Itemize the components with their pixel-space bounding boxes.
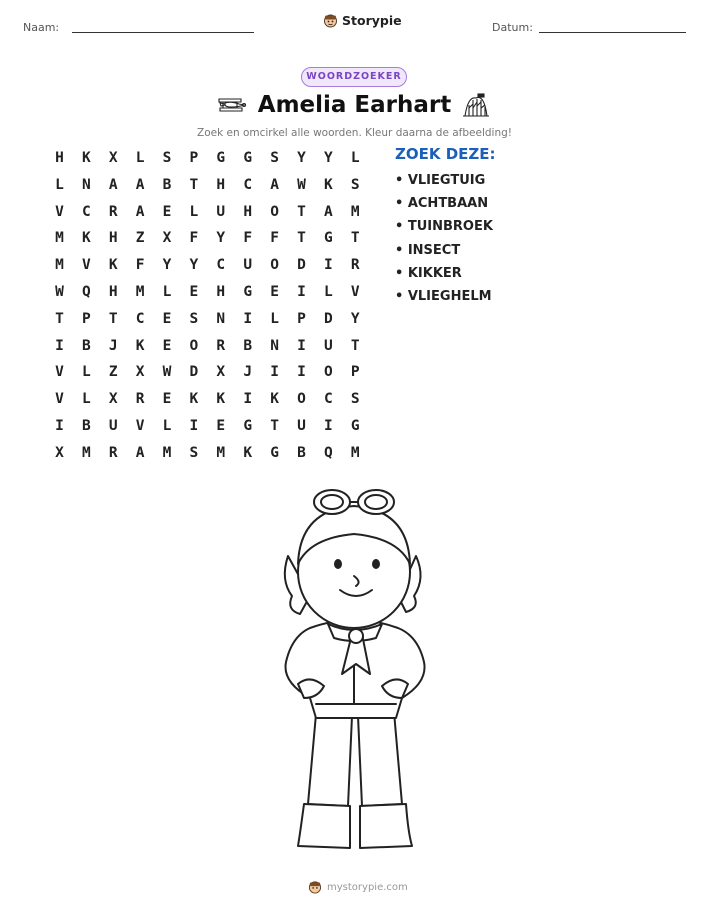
grid-letter[interactable]: H (108, 230, 118, 247)
grid-row (46, 145, 369, 172)
grid-letter[interactable]: Y (216, 230, 226, 247)
word-list-item: • VLIEGTUIG (395, 173, 486, 188)
grid-letter[interactable]: K (108, 257, 118, 274)
grid-letter[interactable]: M (350, 203, 360, 220)
grid-letter[interactable]: E (162, 203, 172, 220)
grid-letter[interactable]: C (243, 176, 253, 193)
grid-letter[interactable]: H (216, 176, 226, 193)
grid-letter[interactable]: I (297, 283, 306, 300)
grid-letter[interactable]: G (270, 444, 279, 461)
grid-letter[interactable]: E (162, 310, 172, 327)
grid-letter[interactable]: F (189, 230, 199, 247)
grid-letter[interactable]: L (162, 417, 172, 434)
grid-letter[interactable]: M (350, 444, 360, 461)
grid-letter[interactable]: X (135, 364, 145, 381)
word-list-item: • ACHTBAAN (395, 196, 489, 212)
grid-letter[interactable]: T (297, 230, 306, 247)
grid-letter[interactable]: S (270, 150, 279, 166)
grid-letter[interactable]: H (55, 150, 64, 166)
grid-letter[interactable]: U (243, 257, 253, 274)
grid-letter[interactable]: A (108, 176, 118, 193)
grid-letter[interactable]: C (81, 203, 91, 220)
grid-letter[interactable]: L (162, 283, 172, 300)
grid-row (46, 359, 369, 386)
grid-letter[interactable]: I (297, 337, 306, 354)
grid-letter[interactable]: D (323, 310, 333, 327)
grid-letter[interactable]: L (350, 150, 360, 166)
grid-letter[interactable]: B (81, 417, 91, 434)
grid-letter[interactable]: O (297, 391, 306, 408)
word-list-item: • INSECT (395, 242, 461, 258)
grid-row (46, 440, 369, 467)
grid-letter[interactable]: F (270, 230, 279, 247)
grid-letter[interactable]: Y (297, 150, 306, 166)
grid-letter[interactable]: E (162, 391, 172, 408)
grid-letter[interactable]: P (350, 364, 360, 381)
grid-letter[interactable]: Q (323, 444, 333, 461)
word-list-title: ZOEK DEZE: (395, 145, 496, 163)
grid-letter[interactable]: T (297, 203, 306, 220)
grid-letter[interactable]: K (323, 176, 333, 193)
grid-letter[interactable]: E (189, 283, 199, 300)
grid-letter[interactable]: H (216, 283, 226, 300)
footer-url[interactable]: mystorypie.com (327, 881, 408, 893)
grid-letter[interactable]: M (162, 444, 172, 461)
grid-letter[interactable]: O (323, 364, 333, 381)
grid-letter[interactable]: G (323, 230, 333, 247)
grid-letter[interactable]: B (243, 337, 253, 354)
grid-letter[interactable]: O (270, 203, 279, 220)
grid-letter[interactable]: V (55, 391, 64, 408)
grid-letter[interactable]: M (216, 444, 226, 461)
grid-letter[interactable]: V (55, 203, 64, 220)
grid-letter[interactable]: R (108, 203, 118, 220)
storypie-logo-icon (323, 13, 338, 28)
grid-letter[interactable]: A (135, 203, 145, 220)
grid-letter[interactable]: R (216, 337, 226, 354)
grid-letter[interactable]: R (350, 257, 360, 274)
grid-letter[interactable]: T (350, 337, 360, 354)
grid-row (46, 199, 369, 226)
grid-letter[interactable]: Y (350, 310, 360, 327)
grid-letter[interactable]: D (189, 364, 199, 381)
grid-row (46, 386, 369, 413)
grid-letter[interactable]: X (108, 391, 118, 408)
grid-letter[interactable]: V (135, 417, 145, 434)
name-line[interactable] (72, 32, 254, 33)
grid-letter[interactable]: B (162, 176, 172, 193)
grid-letter[interactable]: V (81, 257, 91, 274)
grid-letter[interactable]: B (81, 337, 91, 354)
grid-letter[interactable]: R (108, 444, 118, 461)
grid-letter[interactable]: X (162, 230, 172, 247)
amelia-earhart-coloring-figure[interactable] (258, 486, 448, 852)
grid-letter[interactable]: A (135, 176, 145, 193)
grid-letter[interactable]: B (297, 444, 306, 461)
grid-letter[interactable]: D (297, 257, 306, 274)
grid-row (46, 225, 369, 252)
worksheet-type-badge: WOORDZOEKER (301, 67, 407, 87)
grid-letter[interactable]: P (189, 150, 199, 166)
grid-letter[interactable]: T (270, 417, 279, 434)
grid-letter[interactable]: K (216, 391, 226, 408)
date-line[interactable] (539, 32, 686, 33)
grid-letter[interactable]: X (108, 150, 118, 166)
grid-letter[interactable]: K (135, 337, 145, 354)
grid-letter[interactable]: X (216, 364, 226, 381)
grid-row (46, 252, 369, 279)
grid-letter[interactable]: N (270, 337, 279, 354)
grid-row (46, 279, 369, 306)
grid-letter[interactable]: R (135, 391, 145, 408)
grid-letter[interactable]: C (135, 310, 145, 327)
grid-letter[interactable]: A (270, 176, 279, 193)
grid-letter[interactable]: I (55, 337, 64, 354)
grid-letter[interactable]: W (162, 364, 172, 381)
grid-row (46, 172, 369, 199)
grid-letter[interactable]: M (55, 230, 64, 247)
grid-letter[interactable]: I (243, 310, 253, 327)
grid-letter[interactable]: Y (189, 257, 199, 274)
grid-letter[interactable]: O (189, 337, 199, 354)
word-list (395, 172, 493, 311)
grid-letter[interactable]: Y (162, 257, 172, 274)
grid-letter[interactable]: Q (81, 283, 91, 300)
grid-letter[interactable]: U (216, 203, 226, 220)
grid-letter[interactable]: A (323, 203, 333, 220)
letter-grid[interactable] (46, 145, 369, 467)
grid-letter[interactable]: K (81, 230, 91, 247)
grid-letter[interactable]: T (55, 310, 64, 327)
grid-letter[interactable]: L (270, 310, 279, 327)
grid-letter[interactable]: S (162, 150, 172, 166)
grid-letter[interactable]: N (216, 310, 226, 327)
page-title: Amelia Earhart (257, 92, 452, 118)
grid-letter[interactable]: I (189, 417, 199, 434)
grid-letter[interactable]: E (162, 337, 172, 354)
name-label: Naam: (23, 21, 60, 34)
grid-letter[interactable]: F (243, 230, 253, 247)
brand (323, 13, 402, 28)
grid-row (46, 333, 369, 360)
grid-letter[interactable]: W (297, 176, 306, 193)
date-label: Datum: (492, 21, 533, 34)
grid-letter[interactable]: L (81, 391, 91, 408)
grid-letter[interactable]: H (243, 203, 253, 220)
grid-letter[interactable]: Z (135, 230, 145, 247)
grid-letter[interactable]: U (323, 337, 333, 354)
grid-letter[interactable]: Z (108, 364, 118, 381)
word-list-item: • TUINBROEK (395, 219, 493, 235)
grid-letter[interactable]: V (55, 364, 64, 381)
grid-letter[interactable]: J (243, 364, 253, 381)
grid-letter[interactable]: I (55, 417, 64, 434)
word-list-item: • VLIEGHELM (395, 288, 492, 304)
grid-letter[interactable]: K (81, 150, 91, 166)
grid-letter[interactable]: G (216, 150, 226, 166)
grid-letter[interactable]: S (189, 444, 199, 461)
grid-letter[interactable]: K (270, 391, 279, 408)
grid-letter[interactable]: H (108, 283, 118, 300)
grid-letter[interactable]: G (243, 150, 253, 166)
grid-letter[interactable]: F (135, 257, 145, 274)
grid-letter[interactable]: W (55, 283, 64, 300)
grid-letter[interactable]: U (108, 417, 118, 434)
grid-letter[interactable]: L (81, 364, 91, 381)
grid-letter[interactable]: L (189, 203, 199, 220)
grid-letter[interactable]: T (189, 176, 199, 193)
grid-letter[interactable]: T (108, 310, 118, 327)
grid-letter[interactable]: C (216, 257, 226, 274)
grid-letter[interactable]: L (323, 283, 333, 300)
grid-letter[interactable]: E (216, 417, 226, 434)
grid-letter[interactable]: G (243, 417, 253, 434)
grid-letter[interactable]: S (350, 176, 360, 193)
grid-letter[interactable]: A (135, 444, 145, 461)
grid-letter[interactable]: K (243, 444, 253, 461)
grid-letter[interactable]: U (297, 417, 306, 434)
grid-letter[interactable]: X (55, 444, 64, 461)
footer (308, 880, 408, 894)
grid-letter[interactable]: G (243, 283, 253, 300)
grid-letter[interactable]: K (189, 391, 199, 408)
grid-letter[interactable]: I (243, 391, 253, 408)
grid-letter[interactable]: G (350, 417, 360, 434)
storypie-logo-icon (308, 880, 322, 894)
grid-letter[interactable]: P (297, 310, 306, 327)
instructions: Zoek en omcirkel alle woorden. Kleur daarna de afbeelding! (197, 127, 512, 139)
grid-letter[interactable]: S (189, 310, 199, 327)
grid-row (46, 306, 369, 333)
grid-letter[interactable]: L (135, 150, 145, 166)
grid-letter[interactable]: I (270, 364, 279, 381)
grid-letter[interactable]: O (270, 257, 279, 274)
grid-letter[interactable]: J (108, 337, 118, 354)
grid-row (46, 413, 369, 440)
grid-letter[interactable]: N (81, 176, 91, 193)
grid-letter[interactable]: M (55, 257, 64, 274)
grid-letter[interactable]: V (350, 283, 360, 300)
rollercoaster-icon (462, 92, 490, 118)
grid-letter[interactable]: P (81, 310, 91, 327)
grid-letter[interactable]: L (55, 176, 64, 193)
brand-name: Storypie (342, 13, 402, 28)
grid-letter[interactable]: Y (323, 150, 333, 166)
grid-letter[interactable]: M (135, 283, 145, 300)
grid-letter[interactable]: T (350, 230, 360, 247)
grid-letter[interactable]: S (350, 391, 360, 408)
grid-letter[interactable]: I (297, 364, 306, 381)
word-list-item: • KIKKER (395, 265, 462, 281)
grid-letter[interactable]: E (270, 283, 279, 300)
grid-letter[interactable]: M (81, 444, 91, 461)
grid-letter[interactable]: I (323, 257, 333, 274)
grid-letter[interactable]: I (323, 417, 333, 434)
grid-letter[interactable]: C (323, 391, 333, 408)
